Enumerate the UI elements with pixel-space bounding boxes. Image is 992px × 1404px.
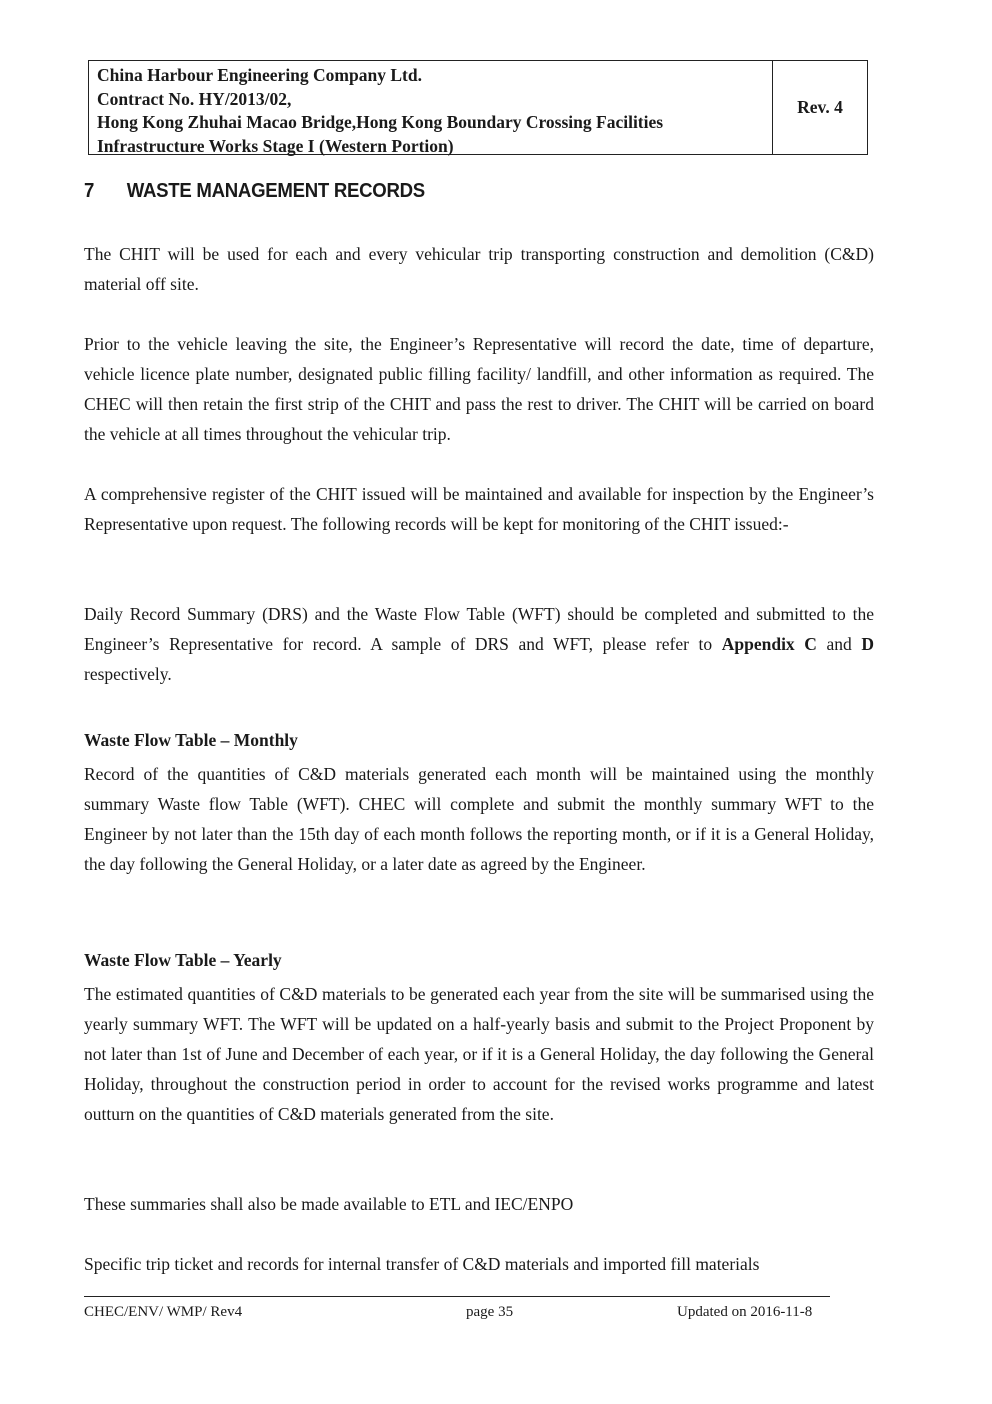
drs-wft-and: and	[816, 634, 862, 654]
header-revision: Rev. 4	[797, 97, 843, 117]
footer-divider	[84, 1296, 830, 1297]
paragraph-chit-usage: The CHIT will be used for each and every vehicular trip transporting construction and demolition (C&D) material off site.	[84, 244, 874, 294]
footer-updated-date: Updated on 2016-11-8	[677, 1304, 813, 1320]
paragraph-drs-wft	[84, 599, 874, 689]
paragraph-monthly-wft: Record of the quantities of C&D materials generated each month will be maintained using the monthly summary Waste flow Table (WFT). CHEC will complete and submit the monthly summary WFT to the Engineer by not later than the 15th day of each month follows the reporting month, or if it is a General Holiday, the day following the General Holiday, or a later date as agreed by the Engineer.	[84, 764, 874, 874]
section-title: WASTE MANAGEMENT RECORDS	[126, 180, 425, 202]
appendix-c-ref: Appendix C	[721, 634, 817, 654]
header-company-info	[89, 61, 773, 154]
header-contract-no: Contract No. HY/2013/02,	[97, 88, 292, 109]
document-header	[88, 60, 868, 155]
monthly-heading: Waste Flow Table – Monthly	[84, 730, 298, 750]
paragraph-vehicle-departure: Prior to the vehicle leaving the site, the Engineer’s Representative will record the date, time of departure, vehicle licence plate number, designated public filling facility/ landfill, and other information as required. The CHEC will then retain the first strip of the CHIT and pass the rest to driver. The CHIT will be carried on board the vehicle at all times throughout the vehicular trip.	[84, 334, 874, 444]
section-number: 7	[84, 180, 95, 202]
footer-doc-ref: CHEC/ENV/ WMP/ Rev4	[84, 1304, 243, 1320]
header-project-stage: Infrastructure Works Stage I (Western Portion)	[97, 135, 454, 156]
section-heading	[84, 180, 425, 203]
drs-wft-text: Daily Record Summary (DRS) and the Waste Flow Table (WFT) should be completed and submitted to the Engineer’s Representative for record. A sample of DRS and WFT, please refer to	[84, 604, 874, 654]
paragraph-yearly-wft: The estimated quantities of C&D materials to be generated each year from the site will be summarised using the yearly summary WFT. The WFT will be updated on a half-yearly basis and submit to the Project Proponent by not later than 1st of June and December of each year, or if it is a General Holiday, the day following the General Holiday, throughout the construction period in order to account for the revised works programme and latest outturn on the quantities of C&D materials generated from the site.	[84, 984, 874, 1124]
appendix-d-ref: D	[861, 634, 874, 654]
footer-page-number: page 35	[466, 1304, 514, 1320]
yearly-heading: Waste Flow Table – Yearly	[84, 950, 282, 970]
header-company-name: China Harbour Engineering Company Ltd.	[97, 65, 422, 85]
paragraph-summaries-availability: These summaries shall also be made available to ETL and IEC/ENPO	[84, 1194, 574, 1214]
drs-wft-end: respectively.	[84, 664, 172, 684]
paragraph-chit-register: A comprehensive register of the CHIT issued will be maintained and available for inspection by the Engineer’s Representative upon request. The following records will be kept for monitoring of the CHIT issued:-	[84, 484, 874, 534]
paragraph-trip-ticket: Specific trip ticket and records for internal transfer of C&D materials and imported fill materials	[84, 1254, 760, 1274]
header-project-name: Hong Kong Zhuhai Macao Bridge,Hong Kong Boundary Crossing Facilities	[97, 112, 664, 132]
